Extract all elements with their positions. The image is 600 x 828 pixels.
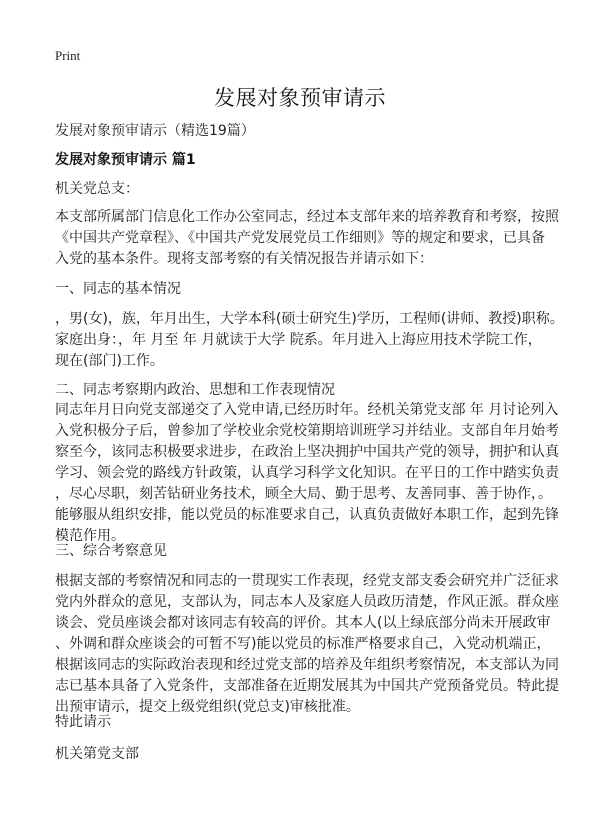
paragraph-line: 谈会、党员座谈会都对该同志有较高的评价。其本人(以上绿底部分尚未开展政审: [55, 615, 551, 631]
paragraph-line: 同志年月日向党支部递交了入党申请,已经历时年。经机关第党支部 年 月讨论列入: [55, 402, 559, 418]
paragraph-line: 入党的基本条件。现将支部考察的有关情况报告并请示如下：: [55, 251, 433, 267]
paragraph-line: 本支部所属部门信息化工作办公室同志，经过本支部年来的培养教育和考察，按照: [55, 209, 559, 225]
paragraph-line: 根据支部的考察情况和同志的一贯现实工作表现，经党支部支委会研究并广泛征求: [55, 573, 559, 589]
paragraph-line: 现在(部门)工作。: [55, 353, 164, 369]
paragraph-line: 入党积极分子后，曾参加了学校业余党校第期培训班学习并结业。支部自年月始考: [55, 423, 559, 439]
paragraph-line: 《中国共产党章程》、《中国共产党发展党员工作细则》等的规定和要求，已具备: [55, 230, 545, 246]
section3-paragraph: [55, 571, 559, 718]
paragraph-line: 党内外群众的意见，支部认为，同志本人及家庭人员政历清楚，作风正派。群众座: [55, 594, 559, 610]
paragraph-line: 模范作用。: [55, 528, 125, 544]
paragraph-line: 、外调和群众座谈会的可暂不写)能以党员的标准严格要求自己，入党动机端正，: [55, 636, 551, 652]
paragraph-line: ，男(女)，族，年月出生，大学本科(硕士研究生)学历，工程师(讲师、教授)职称。: [55, 311, 564, 327]
paragraph-line: 察至今，该同志积极要求进步，在政治上坚决拥护中国共产党的领导，拥护和认真: [55, 444, 559, 460]
print-label[interactable]: Print: [55, 48, 81, 63]
closing: 特此请示: [55, 714, 111, 730]
paragraph-line: 根据该同志的实际政治表现和经过党支部的培养及年组织考察情况，本支部认为同: [55, 657, 559, 673]
section3-title: 三、综合考察意见: [55, 543, 167, 559]
section-heading: 发展对象预审请示 篇1: [55, 152, 196, 168]
section2-title: 二、同志考察期内政治、思想和工作表现情况: [55, 382, 335, 398]
salutation: 机关党总支：: [55, 181, 139, 197]
section1-paragraph: [55, 309, 564, 372]
section2-paragraph: [55, 400, 559, 547]
intro-paragraph: [55, 207, 559, 270]
paragraph-line: 出预审请示，提交上级党组织(党总支)审核批准。: [55, 699, 360, 715]
document-subtitle: 发展对象预审请示（精选19篇）: [55, 123, 255, 139]
page-title: 发展对象预审请示: [214, 86, 386, 110]
paragraph-line: 家庭出身：，年 月至 年 月就读于大学 院系。年月进入上海应用技术学院工作，: [55, 332, 542, 348]
paragraph-line: 能够服从组织安排，能以党员的标准要求自己，认真负责做好本职工作，起到先锋: [55, 507, 559, 523]
paragraph-line: 学习、领会党的路线方针政策，认真学习科学文化知识。在平日的工作中踏实负责: [55, 465, 559, 481]
paragraph-line: 志已基本具备了入党条件，支部准备在近期发展其为中国共产党预备党员。特此提: [55, 678, 559, 694]
paragraph-line: ，尽心尽职，刻苦钻研业务技术，顾全大局、勤于思考、友善同事、善于协作，。: [55, 486, 552, 502]
section1-title: 一、同志的基本情况: [55, 281, 181, 297]
signature: 机关第党支部: [55, 746, 139, 762]
